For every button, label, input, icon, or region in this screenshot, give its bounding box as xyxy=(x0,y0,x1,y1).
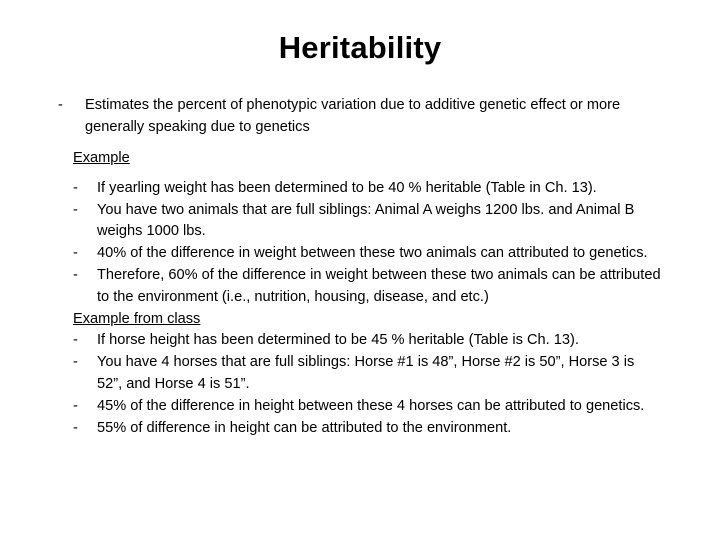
bullet-dash: - xyxy=(73,354,78,371)
list-item-text: 40% of the difference in weight between these two animals can attributed to genetics. xyxy=(97,245,648,262)
bullet-dash: - xyxy=(73,332,78,349)
bullet-dash: - xyxy=(73,179,78,196)
list-item-text: 45% of the difference in height between these 4 horses can be attributed to genetics. xyxy=(97,397,645,414)
example-from-class-heading: Example from class xyxy=(73,310,201,327)
bullet-dash: - xyxy=(58,97,63,113)
slide-body xyxy=(73,148,663,439)
list-item-text: You have two animals that are full siblings: Animal A weighs 1200 lbs. and Animal B weighs 1000 lbs. xyxy=(97,201,635,240)
list-item-text: Therefore, 60% of the difference in weight between these two animals can be attributed to the environment (i.e., nutrition, housing, disease, and etc.) xyxy=(97,266,661,305)
example-from-class-list xyxy=(73,330,663,439)
bullet-dash: - xyxy=(73,266,78,283)
list-item xyxy=(73,200,663,244)
list-item-text: If yearling weight has been determined to be 40 % heritable (Table in Ch. 13). xyxy=(97,179,597,196)
list-item xyxy=(73,352,663,396)
slide-title: Heritability xyxy=(278,30,442,65)
list-item xyxy=(73,396,663,418)
intro-text: Estimates the percent of phenotypic variation due to additive genetic effect or more generally speaking due to genetics xyxy=(85,97,621,135)
example-list xyxy=(73,178,663,309)
bullet-dash: - xyxy=(73,397,78,414)
list-item-text: 55% of difference in height can be attributed to the environment. xyxy=(97,419,512,436)
intro-bullet xyxy=(58,95,658,138)
list-item xyxy=(73,178,663,200)
list-item-text: If horse height has been determined to be 45 % heritable (Table is Ch. 13). xyxy=(97,332,579,349)
list-item xyxy=(73,330,663,352)
list-item xyxy=(73,243,663,265)
list-item xyxy=(73,418,663,440)
bullet-dash: - xyxy=(73,201,78,218)
list-item xyxy=(73,265,663,309)
bullet-dash: - xyxy=(73,245,78,262)
list-item-text: You have 4 horses that are full siblings: Horse #1 is 48”, Horse #2 is 50”, Horse 3 is 52”, and Horse 4 is 51”. xyxy=(97,354,635,392)
example-heading: Example xyxy=(73,150,130,166)
bullet-dash: - xyxy=(73,419,78,436)
